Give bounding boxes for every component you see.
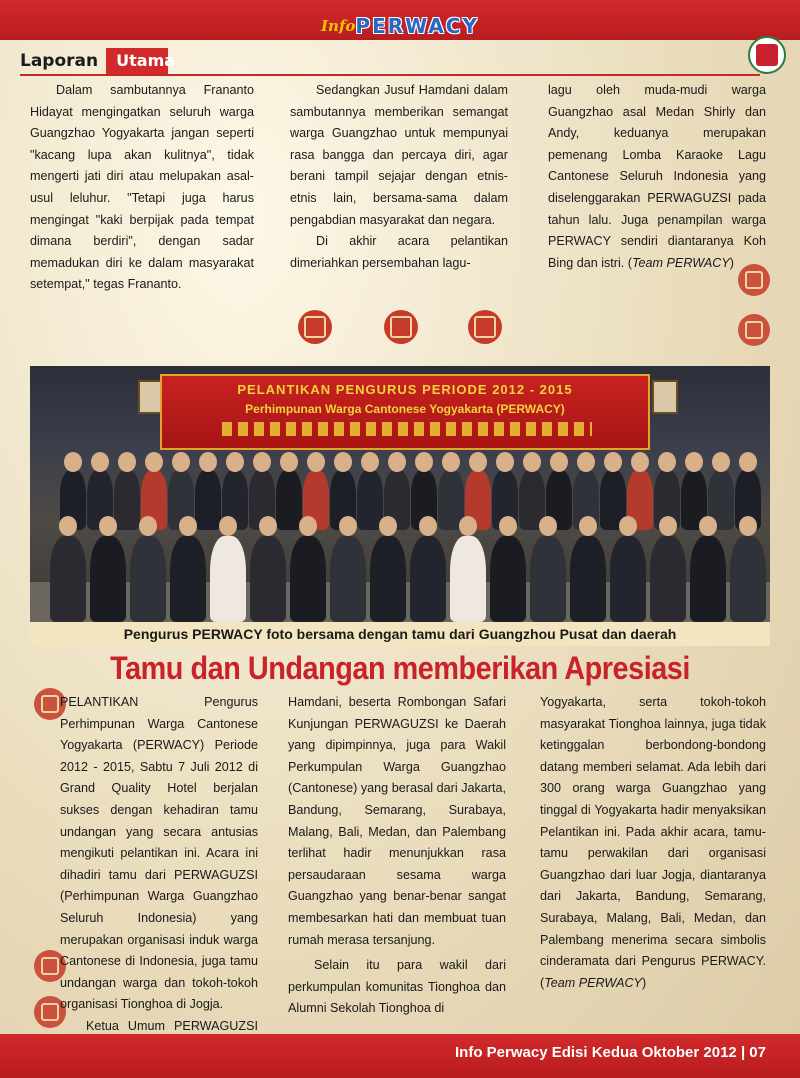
person-head: [280, 452, 298, 472]
person-head: [659, 516, 677, 536]
article-headline: Tamu dan Undangan memberikan Apresiasi: [110, 650, 690, 686]
footer-bar: [0, 1034, 800, 1078]
person-head: [259, 516, 277, 536]
article-col-2: [288, 692, 506, 1020]
section-label: [20, 48, 176, 74]
person-head: [91, 452, 109, 472]
article-col3-end: ): [641, 975, 647, 990]
logo-emblem: [756, 44, 778, 66]
person-head: [179, 516, 197, 536]
person-head: [739, 516, 757, 536]
person-head: [442, 452, 460, 472]
top-col2-para-2: Di akhir acara pelantikan dimeriahkan persembahan lagu-: [290, 234, 508, 270]
person-figure: [114, 470, 140, 530]
person-head: [496, 452, 514, 472]
person-head: [199, 452, 217, 472]
person-figure: [210, 536, 246, 622]
footer-text: Info Perwacy Edisi Kedua Oktober 2012 | 07: [455, 1044, 766, 1061]
person-head: [299, 516, 317, 536]
person-head: [419, 516, 437, 536]
person-head: [712, 452, 730, 472]
person-head: [699, 516, 717, 536]
top-article-col-3: [548, 80, 766, 274]
article-col1-para-2: Ketua Umum PERWAGUZSI: [86, 1018, 258, 1033]
person-head: [604, 452, 622, 472]
person-head: [145, 452, 163, 472]
section-label-laporan: Laporan: [20, 51, 99, 71]
person-figure: [330, 536, 366, 622]
person-figure: [490, 536, 526, 622]
top-col3-credit: Team PERWACY: [632, 255, 730, 270]
person-head: [379, 516, 397, 536]
group-photo: [30, 366, 770, 622]
person-head: [334, 452, 352, 472]
article-col-1: [60, 692, 258, 1059]
person-figure: [650, 536, 686, 622]
person-head: [139, 516, 157, 536]
banner-line-2: Perhimpunan Warga Cantonese Yogyakarta (PERWACY): [245, 402, 565, 416]
person-head: [658, 452, 676, 472]
top-col3-text: [548, 80, 766, 274]
person-head: [579, 516, 597, 536]
top-col2-para-1: Sedangkan Jusuf Hamdani dalam sambutannya memberikan semangat warga Guangzhao untuk mempunyai rasa bangga dan percaya diri, agar berani tampil sejajar dengan etnis-etnis lain, bersama-sama dalam pengabdian masyarakat dan negara.: [290, 83, 508, 227]
person-head: [631, 452, 649, 472]
brand-info: Info: [321, 17, 356, 35]
person-figure: [195, 470, 221, 530]
person-head: [685, 452, 703, 472]
banner-line-1: PELANTIKAN PENGURUS PERIODE 2012 - 2015: [237, 382, 573, 397]
top-article-col-1: [30, 80, 254, 296]
person-figure: [130, 536, 166, 622]
banner-chinese-script: [222, 422, 592, 436]
person-figure: [730, 536, 766, 622]
person-head: [64, 452, 82, 472]
person-head: [172, 452, 190, 472]
article-col1-para-1: PELANTIKAN Pengurus Perhimpunan Warga Cantonese Yogyakarta (PERWACY) Periode 2012 - 2015, Sabtu 7 Juli 2012 di Grand Quality Hotel berjalan sukses dengan kehadiran tamu undangan yang secara antusias mengikuti pelantikan ini. Acara ini dihadiri tamu dari PERWAGUZSI (Perhimpunan Warga Guangzhao Seluruh Indonesia) yang merupakan organisasi induk warga Cantonese di Indonesia, juga tamu undangan warga dan tokoh-tokoh organisasi Tionghoa di Jogja.: [60, 695, 258, 1012]
photo-caption: Pengurus PERWACY foto bersama dengan tamu dari Guangzhou Pusat dan daerah: [30, 622, 770, 646]
person-head: [550, 452, 568, 472]
article-col2-para-2: Selain itu para wakil dari perkumpulan komunitas Tionghoa dan Alumni Sekolah Tionghoa di: [288, 958, 506, 1016]
article-col2-para-1: Hamdani, beserta Rombongan Safari Kunjungan PERWAGUZSI ke Daerah yang dipimpinnya, juga para Wakil Perkumpulan Warga Guangzhao (Cantonese) yang berasal dari Jakarta, Bandung, Semarang, Surabaya, Malang, Bali, Medan, dan Palembang terlihat hadir menunjukkan rasa persaudaraan sesama warga Guangzhao yang benar-benar sangat membesarkan hati dan membuat tuan rumah merasa tersanjung.: [288, 695, 506, 947]
person-head: [577, 452, 595, 472]
person-figure: [370, 536, 406, 622]
person-figure: [170, 536, 206, 622]
chinese-knot-icon: [298, 310, 332, 344]
person-head: [523, 452, 541, 472]
person-head: [219, 516, 237, 536]
article-col-3: [540, 692, 766, 994]
person-head: [539, 516, 557, 536]
person-head: [307, 452, 325, 472]
person-head: [415, 452, 433, 472]
article-col3-credit: Team PERWACY: [544, 975, 642, 990]
person-figure: [50, 536, 86, 622]
top-col3-end: ): [729, 255, 734, 270]
brand-header: [0, 14, 800, 44]
person-figure: [410, 536, 446, 622]
person-head: [619, 516, 637, 536]
section-label-utama: Utama: [106, 48, 168, 74]
person-head: [361, 452, 379, 472]
chinese-knot-icon: [468, 310, 502, 344]
person-figure: [250, 536, 286, 622]
person-head: [226, 452, 244, 472]
person-figure: [450, 536, 486, 622]
person-figure: [90, 536, 126, 622]
person-figure: [570, 536, 606, 622]
person-head: [469, 452, 487, 472]
person-figure: [610, 536, 646, 622]
photo-crowd: [40, 436, 760, 622]
person-head: [499, 516, 517, 536]
top-col1-text: Dalam sambutannya Frananto Hidayat mengingatkan seluruh warga Guangzhao Yogyakarta jangan seperti "kacang lupa akan kulitnya", tidak mengerti jati diri atau melupakan asal-usul leluhur. "Tetapi juga harus mengingat "kaki berpijak pada tempat dimana berdiri", dengan sadar memadukan diri ke dalam masyarakat setempat," tegas Frananto.: [30, 83, 254, 292]
chinese-knot-icon: [384, 310, 418, 344]
person-head: [339, 516, 357, 536]
person-head: [253, 452, 271, 472]
person-figure: [530, 536, 566, 622]
ornament-row: [294, 310, 514, 346]
article-col3-main: Yogyakarta, serta tokoh-tokoh masyarakat Tionghoa lainnya, juga tidak ketinggalan berbondong-bondong datang memberi selamat. Ada lebih dari 300 orang warga Guangzhao yang tinggal di Yogyakarta hadir menyaksikan Pelantikan ini. Pada akhir acara, tamu-tamu perwakilan dari organisasi Guangzhao dari luar Jogja, diantaranya dari Jakarta, Bandung, Semarang, Surabaya, Malang, Bali, Medan, dan Palembang menerima secara simbolis cinderamata dari Pengurus PERWACY. (: [540, 695, 766, 990]
side-ornament-icon: [738, 314, 770, 346]
section-rule: [20, 74, 760, 76]
top-article-col-2: [290, 80, 508, 274]
brand-name: PERWACY: [355, 14, 479, 38]
person-head: [118, 452, 136, 472]
organization-logo-icon: [748, 36, 786, 74]
person-head: [59, 516, 77, 536]
person-figure: [276, 470, 302, 530]
article-col3-text: [540, 692, 766, 994]
top-col3-main: lagu oleh muda-mudi warga Guangzhao asal Medan Shirly dan Andy, keduanya merupakan pemenang Lomba Karaoke Lagu Cantonese Seluruh Indonesia yang diselenggarakan PERWAGUZSI pada tahun lalu. Juga penampilan warga PERWACY sendiri diantaranya Koh Bing dan istri. (: [548, 83, 766, 270]
person-head: [739, 452, 757, 472]
person-head: [99, 516, 117, 536]
person-figure: [690, 536, 726, 622]
person-head: [388, 452, 406, 472]
portrait-frame-right: [652, 380, 678, 414]
person-figure: [290, 536, 326, 622]
side-ornament-icon: [738, 264, 770, 296]
person-head: [459, 516, 477, 536]
